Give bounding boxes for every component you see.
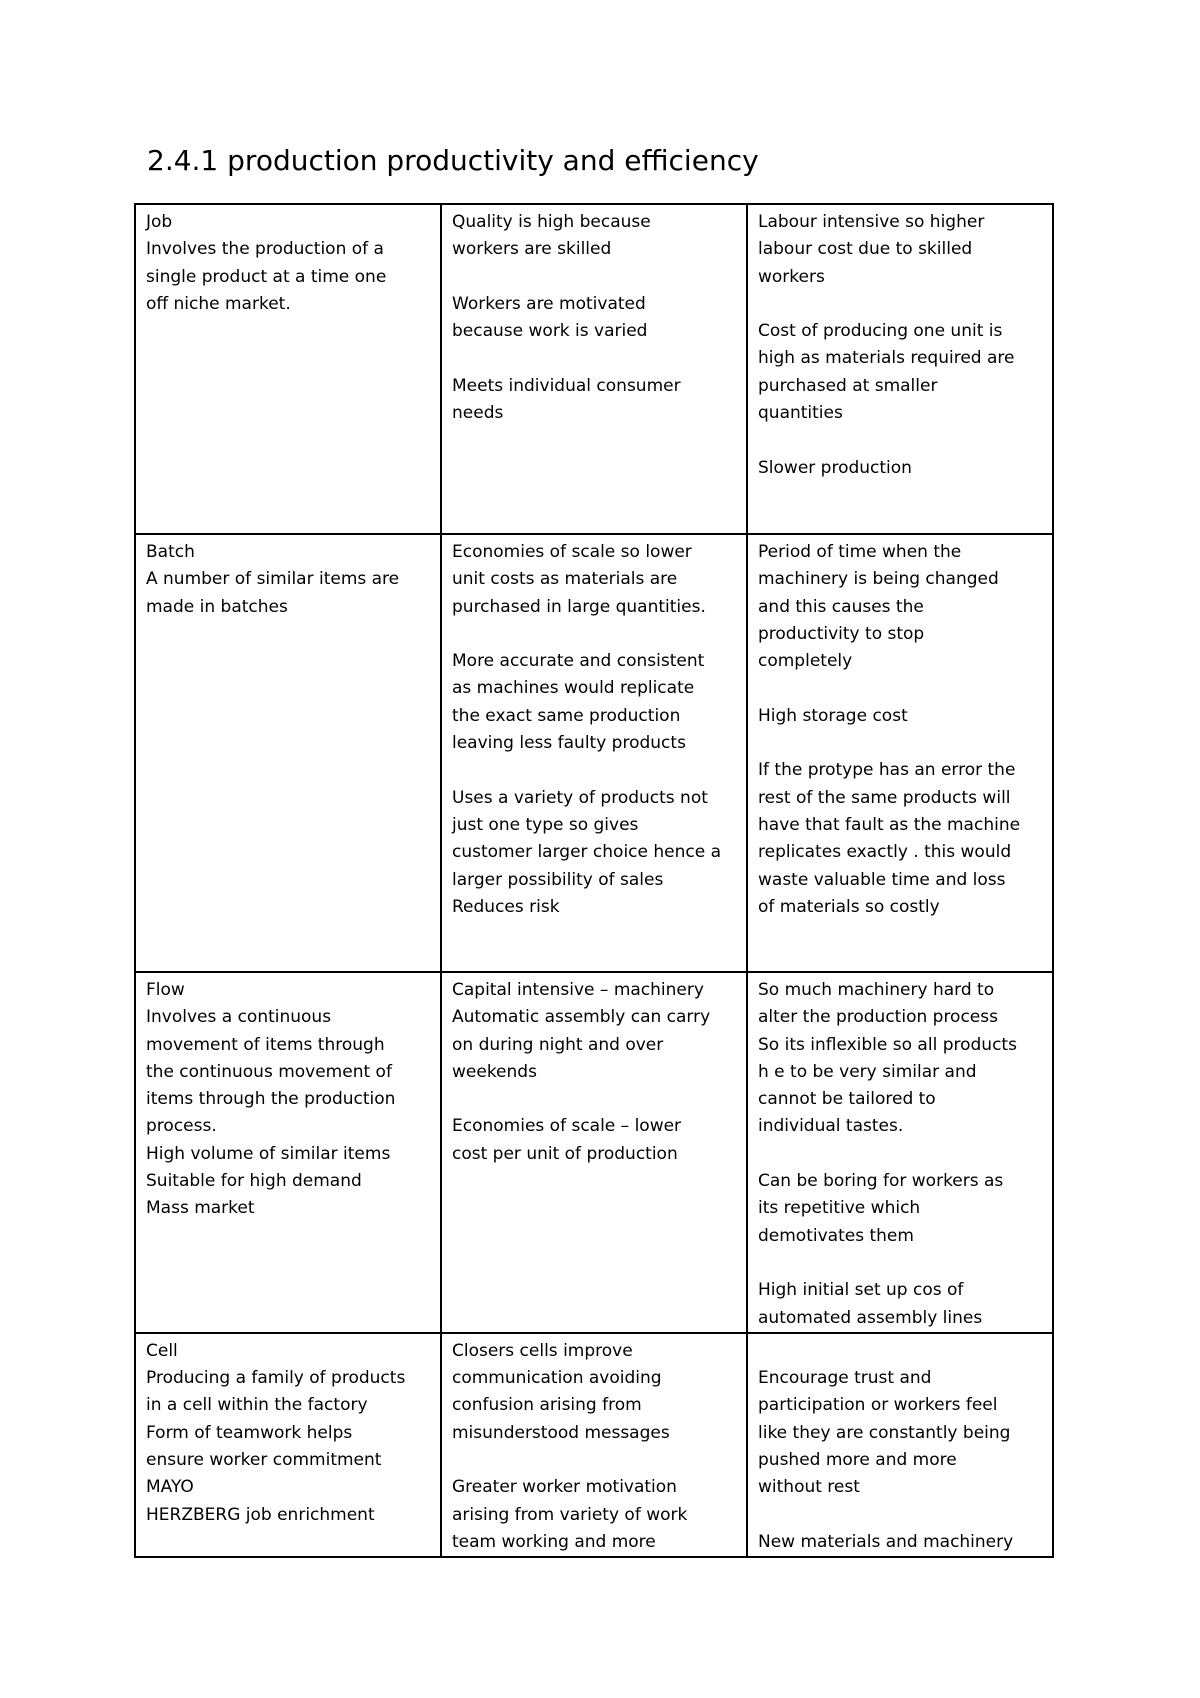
cell-text-line: participation or workers feel [758,1395,998,1416]
cell-text-line: Producing a family of products [146,1368,406,1389]
disadvantages-cell-flow [747,972,1053,1333]
cell-text-line: customer larger choice hence a [452,842,722,863]
cell-text-line: Flow [146,980,185,1000]
blank-line [758,1250,1043,1277]
page-title: 2.4.1 production productivity and efficiency [147,144,759,177]
cell-text-line: Form of teamwork helps [146,1422,353,1443]
cell-text-line: Slower production [758,457,912,478]
cell-text-line: high as materials required are [758,348,1015,369]
cell-text-line: completely [758,651,853,672]
table-row-flow [135,972,1053,1333]
cell-text-line: team working and more [452,1531,656,1552]
cell-text-line: single product at a time one [146,266,387,287]
blank-line [758,1141,1043,1168]
cell-text-line: replicates exactly . this would [758,842,1012,863]
cell-text-line: movement of items through [146,1034,385,1055]
cell-text-line: A number of similar items are [146,569,400,590]
table-row-cell [135,1333,1053,1557]
blank-line [758,291,1043,318]
cell-text-line: just one type so gives [452,814,639,835]
cell-text-line: Cell [146,1340,178,1361]
table-row-job [135,204,1053,534]
cell-text-line: quantities [758,403,843,424]
cell-text-line: Quality is high because [452,212,651,232]
cell-text-line: unit costs as materials are [452,569,678,590]
cell-text-line: on during night and over [452,1034,664,1055]
cell-text-line: Meets individual consumer [452,375,681,396]
advantages-cell-batch [441,534,747,972]
cell-text-line: Batch [146,542,195,562]
cell-text-line: Can be boring for workers as [758,1171,1004,1192]
cell-text-line: leaving less faulty products [452,733,686,754]
disadvantages-cell-cell [747,1333,1053,1557]
cell-text-line: More accurate and consistent [452,651,705,672]
cell-text-line: ensure worker commitment [146,1450,382,1471]
cell-text-line: labour cost due to skilled [758,239,973,260]
cell-text-line: as machines would replicate [452,678,695,699]
cell-text-line: cannot be tailored to [758,1089,936,1110]
cell-text-line: communication avoiding [452,1368,662,1389]
production-methods-table [134,203,1054,1558]
disadvantages-cell-batch [747,534,1053,972]
advantages-cell-cell [441,1333,747,1557]
cell-text-line: Encourage trust and [758,1368,932,1389]
cell-text-line: h e to be very similar and [758,1061,977,1082]
blank-line [452,345,737,372]
blank-line [452,1086,737,1113]
cell-text-line: arising from variety of work [452,1504,688,1525]
cell-text-line: purchased at smaller [758,375,938,396]
cell-text-line: demotivates them [758,1225,914,1246]
cell-text-line: off niche market. [146,293,291,314]
cell-text-line: the exact same production [452,705,681,726]
cell-text-line: Greater worker motivation [452,1477,677,1498]
cell-text-line: individual tastes. [758,1116,904,1137]
cell-text-line: without rest [758,1477,860,1498]
cell-text-line: workers are skilled [452,239,612,260]
cell-text-line: rest of the same products will [758,787,1011,808]
cell-text-line: like they are constantly being [758,1422,1011,1443]
cell-text-line: made in batches [146,596,288,617]
blank-line [758,675,1043,702]
cell-text-line: purchased in large quantities. [452,596,706,617]
cell-text-line: and this causes the [758,596,924,617]
method-cell-batch [135,534,441,972]
cell-text-line: cost per unit of production [452,1143,678,1164]
cell-text-line: in a cell within the factory [146,1395,368,1416]
cell-text-line: Cost of producing one unit is [758,321,1003,342]
cell-text-line: Suitable for high demand [146,1171,362,1192]
cell-text-line: weekends [452,1061,537,1082]
cell-text-line: So its inflexible so all products [758,1034,1017,1055]
cell-text-line: productivity to stop [758,623,925,644]
cell-text-line: waste valuable time and loss [758,869,1006,890]
cell-text-line: machinery is being changed [758,569,999,590]
blank-line [758,427,1043,454]
blank-line [452,757,737,784]
method-cell-cell [135,1333,441,1557]
cell-text-line: Involves a continuous [146,1007,332,1028]
cell-text-line: If the protype has an error the [758,760,1016,781]
cell-text-line: workers [758,266,825,287]
cell-text-line: alter the production process [758,1007,998,1028]
cell-text-line: Labour intensive so higher [758,212,985,232]
cell-text-line: confusion arising from [452,1395,642,1416]
blank-line [758,1502,1043,1529]
disadvantages-cell-job [747,204,1053,534]
table-row-batch [135,534,1053,972]
cell-text-line: New materials and machinery [758,1531,1014,1552]
cell-text-line: have that fault as the machine [758,814,1021,835]
cell-text-line: the continuous movement of [146,1061,392,1082]
cell-text-line: Mass market [146,1198,255,1219]
cell-text-line: Capital intensive – machinery [452,980,704,1000]
cell-text-line: HERZBERG job enrichment [146,1504,375,1525]
advantages-cell-job [441,204,747,534]
cell-text-line: of materials so costly [758,896,940,917]
cell-text-line: Period of time when the [758,542,962,562]
cell-text-line: Economies of scale so lower [452,542,692,562]
blank-line [758,1338,1043,1365]
cell-text-line: items through the production [146,1089,396,1110]
cell-text-line: larger possibility of sales [452,869,664,890]
cell-text-line: Workers are motivated [452,293,646,314]
cell-text-line: because work is varied [452,321,648,342]
cell-text-line: Job [146,212,173,232]
cell-text-line: Economies of scale – lower [452,1116,682,1137]
cell-text-line: Automatic assembly can carry [452,1007,711,1028]
advantages-cell-flow [441,972,747,1333]
method-cell-job [135,204,441,534]
cell-text-line: its repetitive which [758,1198,921,1219]
cell-text-line: High volume of similar items [146,1143,391,1164]
cell-text-line: So much machinery hard to [758,980,995,1000]
cell-text-line: Reduces risk [452,896,560,917]
cell-text-line: process. [146,1116,217,1137]
cell-text-line: automated assembly lines [758,1307,983,1328]
blank-line [452,1447,737,1474]
cell-text-line: MAYO [146,1477,194,1498]
cell-text-line: pushed more and more [758,1450,957,1471]
cell-text-line: High initial set up cos of [758,1280,964,1301]
cell-text-line: needs [452,403,504,424]
blank-line [452,264,737,291]
cell-text-line: misunderstood messages [452,1422,670,1443]
cell-text-line: Closers cells improve [452,1340,633,1361]
cell-text-line: High storage cost [758,705,908,726]
cell-text-line: Uses a variety of products not [452,787,708,808]
method-cell-flow [135,972,441,1333]
blank-line [452,621,737,648]
cell-text-line: Involves the production of a [146,239,384,260]
blank-line [758,730,1043,757]
